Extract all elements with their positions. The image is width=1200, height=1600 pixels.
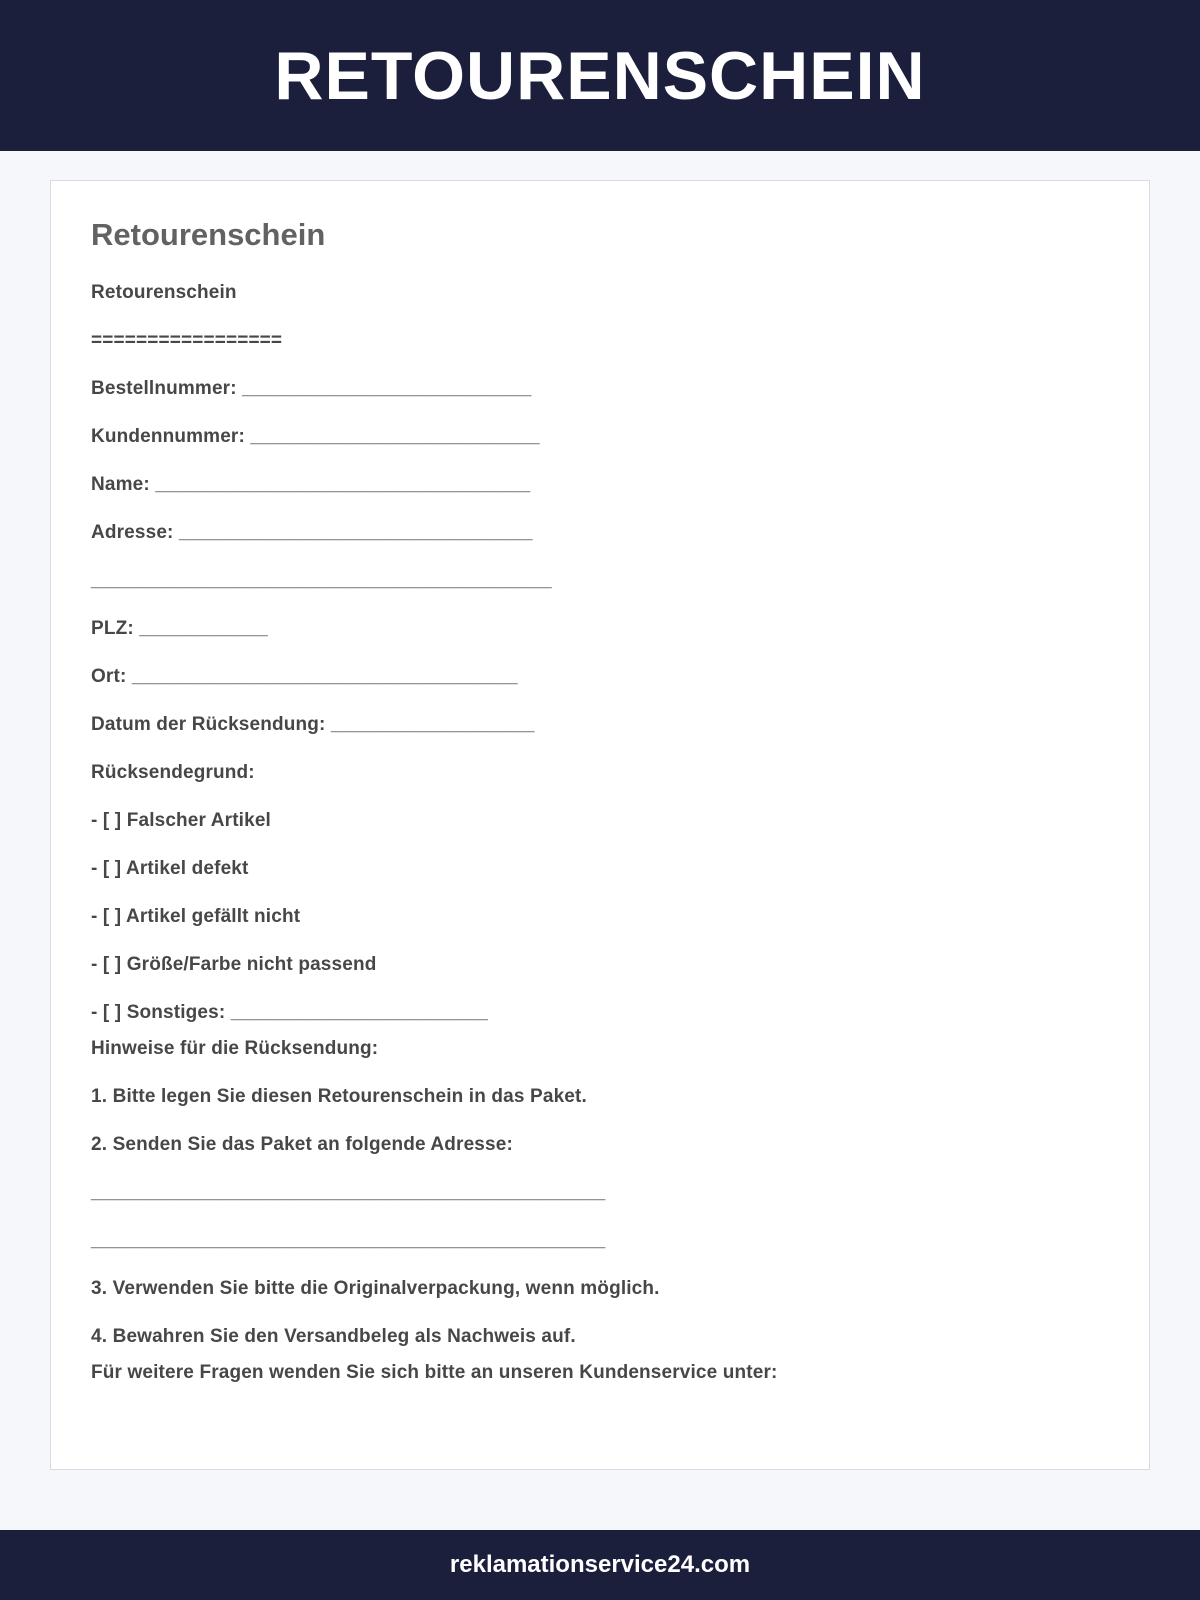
return-address-line-1: ________________________________________________ <box>91 1182 606 1203</box>
banner-title: RETOURENSCHEIN <box>274 37 926 114</box>
contact-note: Für weitere Fragen wenden Sie sich bitte an unseren Kundenservice unter: <box>91 1362 778 1383</box>
document-heading: Retourenschein <box>91 217 326 252</box>
field-kundennummer: Kundennummer: ___________________________ <box>91 426 540 447</box>
reason-option-defekt: - [ ] Artikel defekt <box>91 858 249 879</box>
page-banner <box>0 0 1200 151</box>
instruction-2: 2. Senden Sie das Paket an folgende Adresse: <box>91 1134 513 1155</box>
reason-heading: Rücksendegrund: <box>91 762 255 783</box>
field-plz: PLZ: ____________ <box>91 618 268 639</box>
doc-line-title: Retourenschein <box>91 282 237 303</box>
reason-option-sonstiges: - [ ] Sonstiges: ________________________ <box>91 1002 488 1023</box>
field-adresse: Adresse: _________________________________ <box>91 522 533 543</box>
document-card <box>50 180 1150 1470</box>
field-name: Name: ___________________________________ <box>91 474 531 495</box>
field-ort: Ort: ____________________________________ <box>91 666 518 687</box>
reason-option-groesse-farbe: - [ ] Größe/Farbe nicht passend <box>91 954 377 975</box>
page-footer <box>0 1530 1200 1600</box>
instruction-1: 1. Bitte legen Sie diesen Retourenschein in das Paket. <box>91 1086 587 1107</box>
field-datum: Datum der Rücksendung: ___________________ <box>91 714 535 735</box>
field-adresse-line-2: ___________________________________________ <box>91 570 552 591</box>
instruction-3: 3. Verwenden Sie bitte die Originalverpackung, wenn möglich. <box>91 1278 660 1299</box>
return-address-line-2: ________________________________________________ <box>91 1230 606 1251</box>
field-bestellnummer: Bestellnummer: ___________________________ <box>91 378 532 399</box>
instructions-heading: Hinweise für die Rücksendung: <box>91 1038 379 1059</box>
reason-option-falscher-artikel: - [ ] Falscher Artikel <box>91 810 271 831</box>
reason-option-gefaellt-nicht: - [ ] Artikel gefällt nicht <box>91 906 301 927</box>
doc-line-underline: ================= <box>91 330 283 351</box>
footer-site: reklamationservice24.com <box>449 1551 751 1578</box>
instruction-4: 4. Bewahren Sie den Versandbeleg als Nachweis auf. <box>91 1326 576 1347</box>
